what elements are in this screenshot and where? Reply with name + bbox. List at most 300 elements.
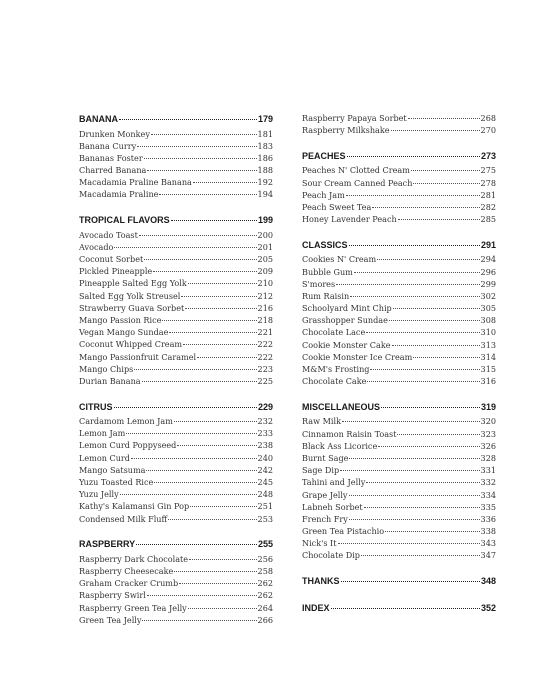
dot-leader (169, 332, 256, 333)
entry-name: Cinnamon Raisin Toast (302, 428, 397, 439)
toc-entry (79, 253, 273, 265)
page-number: 210 (257, 278, 273, 289)
page-number: 291 (480, 239, 496, 250)
toc-entry (79, 229, 273, 241)
section-heading-thanks (302, 574, 496, 588)
page-number: 251 (257, 501, 273, 512)
page-number: 323 (480, 428, 496, 439)
toc-entry (79, 375, 273, 387)
page-number: 334 (480, 489, 496, 500)
page-number: 205 (257, 254, 273, 264)
toc-entry (302, 302, 496, 314)
dot-leader (197, 357, 256, 358)
dot-leader (136, 544, 257, 545)
entry-name: Mango Passionfruit Caramel (79, 351, 197, 362)
entry-name: Green Tea Pistachio (302, 526, 385, 537)
entry-name: Condensed Milk Fluff (79, 513, 168, 524)
entry-name: Coconut Whipped Cream (79, 339, 183, 350)
section-heading-classics (302, 238, 496, 252)
page-number: 212 (257, 290, 273, 301)
page-number: 253 (257, 513, 273, 524)
dot-leader (179, 583, 256, 584)
dot-leader (349, 495, 480, 496)
dot-leader (137, 146, 256, 147)
dot-leader (346, 195, 480, 196)
entry-name: Cookies N' Cream (302, 254, 377, 265)
dot-leader (114, 247, 256, 248)
entry-name: Raspberry Swirl (79, 590, 146, 601)
page-number: 216 (257, 302, 273, 313)
toc-entry (302, 476, 496, 488)
section-title: PEACHES (302, 150, 346, 161)
entry-name: Raspberry Dark Chocolate (79, 553, 189, 564)
dot-leader (408, 118, 480, 119)
dot-leader (367, 381, 479, 382)
entry-name: Green Tea Jelly (79, 614, 142, 625)
toc-entry (302, 525, 496, 537)
page-number: 310 (480, 327, 496, 338)
toc-entry (79, 602, 273, 614)
entry-name: Macadamia Praline Banana (79, 177, 192, 188)
page-number: 315 (480, 364, 496, 374)
toc-section (79, 537, 273, 626)
entry-name: Nick's It (302, 538, 337, 549)
entry-name: French Fry (302, 513, 348, 524)
page-number: 221 (257, 327, 273, 338)
page-number: 266 (257, 614, 273, 625)
toc-entry (302, 290, 496, 302)
toc-section (302, 601, 496, 615)
entry-name: Burnt Sage (302, 452, 349, 463)
entry-name: Peach Sweet Tea (302, 201, 372, 212)
dot-leader (183, 344, 256, 345)
toc-entry (79, 140, 273, 152)
toc-entry (79, 152, 273, 164)
page-number: 305 (480, 303, 496, 314)
page-number: 262 (257, 578, 273, 589)
page-number: 258 (257, 565, 273, 576)
page-number: 302 (480, 290, 496, 301)
page-number: 332 (480, 477, 496, 488)
entry-name: Grape Jelly (302, 489, 348, 500)
entry-name: Black Ass Licorice (302, 440, 378, 451)
page-number: 229 (257, 401, 273, 412)
dot-leader (146, 470, 256, 471)
dot-leader (119, 119, 257, 120)
entry-name: Pineapple Salted Egg Yolk (79, 278, 187, 289)
toc-section (302, 112, 496, 136)
page-number: 248 (257, 489, 273, 500)
toc-entry (79, 464, 273, 476)
dot-leader (366, 332, 479, 333)
entry-name: Schoolyard Mint Chip (302, 303, 392, 314)
page-number: 200 (257, 229, 273, 240)
entry-name: Cardamom Lemon Jam (79, 416, 173, 427)
entry-name: Raspberry Green Tea Jelly (79, 602, 187, 613)
entry-name: Raspberry Papaya Sorbet (302, 113, 407, 123)
toc-entry (79, 553, 273, 565)
dot-leader (168, 519, 256, 520)
toc-section (79, 400, 273, 525)
entry-name: Grasshopper Sundae (302, 315, 388, 326)
page-number: 181 (257, 128, 273, 139)
page-number: 313 (480, 339, 496, 350)
toc-entry (79, 164, 273, 176)
dot-leader (174, 571, 256, 572)
toc-entry (302, 124, 496, 136)
page-number: 273 (480, 150, 496, 161)
entry-name: Lemon Curd Poppyseed (79, 440, 177, 451)
entry-name: Honey Lavender Peach (302, 214, 397, 225)
dot-leader (340, 470, 479, 471)
dot-leader (398, 219, 480, 220)
toc-entry (302, 177, 496, 189)
section-title: BANANA (79, 114, 118, 124)
page-number: 209 (257, 266, 273, 277)
page-number: 192 (257, 177, 273, 188)
page-number: 335 (480, 501, 496, 512)
entry-name: Raw Milk (302, 416, 341, 427)
toc-entry (79, 351, 273, 363)
toc-section (79, 112, 273, 201)
page-number: 183 (257, 140, 273, 151)
toc-entry (302, 549, 496, 561)
page-number: 218 (257, 314, 273, 325)
entry-name: Lemon Jam (79, 428, 126, 439)
dot-leader (413, 183, 479, 184)
entry-name: Charred Banana (79, 165, 147, 176)
dot-leader (349, 245, 480, 246)
page-number: 270 (480, 125, 496, 136)
entry-name: Strawberry Guava Sorbet (79, 302, 185, 313)
toc-entry (302, 501, 496, 513)
toc-entry (302, 363, 496, 375)
dot-leader (144, 158, 257, 159)
toc-entry (302, 201, 496, 213)
page-number: 343 (480, 538, 496, 549)
page-number: 282 (480, 201, 496, 212)
toc-entry (302, 278, 496, 290)
toc-entry (302, 537, 496, 549)
page-number: 264 (257, 602, 273, 613)
dot-leader (154, 482, 256, 483)
toc-entry (302, 314, 496, 326)
dot-leader (177, 445, 256, 446)
dot-leader (349, 519, 480, 520)
entry-name: Pickled Pineapple (79, 266, 153, 277)
dot-leader (114, 407, 257, 408)
dot-leader (349, 458, 479, 459)
page-number: 294 (480, 254, 496, 265)
entry-name: Raspberry Cheesecake (79, 565, 174, 576)
toc-entry (79, 314, 273, 326)
section-title: TROPICAL FLAVORS (79, 215, 170, 226)
dot-leader (139, 235, 257, 236)
section-title: CITRUS (79, 401, 113, 412)
page-number: 232 (257, 416, 273, 427)
toc-entry (79, 188, 273, 200)
entry-name: Cookie Monster Cake (302, 339, 391, 350)
toc-entry (79, 439, 273, 451)
toc-entry (302, 266, 496, 278)
page-number: 316 (480, 376, 496, 387)
toc-entry (79, 500, 273, 512)
dot-leader (381, 407, 480, 408)
dot-leader (188, 608, 257, 609)
page-number: 255 (257, 539, 273, 550)
entry-name: Sage Dip (302, 465, 340, 476)
dot-leader (159, 194, 256, 195)
page-number: 320 (480, 416, 496, 427)
dot-leader (389, 320, 480, 321)
dot-leader (372, 207, 479, 208)
section-title: MISCELLANEOUS (302, 401, 381, 412)
dot-leader (134, 369, 256, 370)
entry-name: Kathy's Kalamansi Gin Pop (79, 501, 190, 512)
toc-entry (302, 452, 496, 464)
section-heading-raspberry (79, 537, 273, 551)
page-number: 225 (257, 375, 273, 386)
dot-leader (342, 421, 480, 422)
dot-leader (411, 170, 480, 171)
section-heading-citrus (79, 400, 273, 414)
entry-name: Graham Cracker Crumb (79, 578, 179, 589)
page-number: 314 (480, 351, 496, 362)
section-heading-miscellaneous (302, 400, 496, 414)
toc-entry (79, 241, 273, 253)
dot-leader (147, 595, 257, 596)
page-number: 201 (257, 241, 273, 252)
dot-leader (142, 381, 257, 382)
toc-column-left (79, 112, 273, 638)
toc-entry (302, 351, 496, 363)
dot-leader (162, 320, 256, 321)
toc-entry (79, 488, 273, 500)
page-number: 328 (480, 452, 496, 463)
dot-leader (174, 421, 257, 422)
entry-name: Sour Cream Canned Peach (302, 177, 413, 188)
toc-entry (79, 176, 273, 188)
entry-name: Coconut Sorbet (79, 254, 144, 264)
entry-name: Lemon Curd (79, 452, 130, 463)
page-number: 299 (480, 278, 496, 289)
dot-leader (397, 434, 479, 435)
entry-name: Mango Passion Rice (79, 314, 162, 325)
page-number: 352 (480, 602, 496, 613)
section-title: THANKS (302, 576, 340, 587)
dot-leader (190, 506, 256, 507)
toc-entry (302, 489, 496, 501)
dot-leader (391, 130, 480, 131)
toc-entry (302, 253, 496, 265)
entry-name: Chocolate Dip (302, 550, 360, 561)
page-number: 285 (480, 214, 496, 225)
toc-entry (79, 128, 273, 140)
entry-name: Banana Curry (79, 140, 137, 151)
page-number: 186 (257, 152, 273, 163)
toc-entry (79, 302, 273, 314)
page-number: 223 (257, 363, 273, 374)
toc-entry (302, 339, 496, 351)
page-number: 331 (480, 465, 496, 476)
toc-entry (302, 513, 496, 525)
dot-leader (413, 357, 479, 358)
page-number: 179 (257, 114, 273, 124)
dot-leader (131, 458, 257, 459)
entry-name: Bananas Foster (79, 152, 143, 163)
toc-entry (302, 112, 496, 124)
toc-column-right (302, 112, 496, 627)
section-heading-peaches (302, 149, 496, 163)
page-number: 242 (257, 464, 273, 475)
dot-leader (189, 559, 256, 560)
page-number: 238 (257, 440, 273, 451)
entry-name: M&M's Frosting (302, 364, 370, 374)
toc-entry (302, 189, 496, 201)
dot-leader (354, 272, 480, 273)
entry-name: S'mores (302, 278, 336, 289)
dot-leader (341, 581, 480, 582)
toc-entry (302, 213, 496, 225)
dot-leader (193, 182, 257, 183)
section-heading-tropical-flavors (79, 213, 273, 227)
dot-leader (181, 296, 256, 297)
entry-name: Mango Chips (79, 363, 134, 374)
dot-leader (377, 259, 479, 260)
entry-name: Avocado Toast (79, 229, 138, 240)
page-number: 268 (480, 113, 496, 123)
toc-entry (302, 164, 496, 176)
page-number: 296 (480, 266, 496, 277)
toc-entry (302, 326, 496, 338)
entry-name: Raspberry Milkshake (302, 125, 390, 136)
toc-section (302, 149, 496, 225)
dot-leader (126, 433, 256, 434)
page-number: 281 (480, 189, 496, 200)
page-number: 326 (480, 440, 496, 451)
toc-entry (302, 428, 496, 440)
dot-leader (385, 531, 479, 532)
toc-section (302, 238, 496, 388)
section-heading-banana (79, 112, 273, 126)
toc-entry (79, 277, 273, 289)
dot-leader (151, 134, 257, 135)
dot-leader (370, 369, 479, 370)
toc-section (302, 400, 496, 562)
toc-entry (79, 589, 273, 601)
toc-entry (79, 614, 273, 626)
toc-section (302, 574, 496, 588)
toc-entry (79, 338, 273, 350)
entry-name: Macadamia Praline (79, 189, 159, 200)
toc-entry (79, 565, 273, 577)
dot-leader (347, 156, 480, 157)
page-number: 275 (480, 165, 496, 176)
dot-leader (361, 555, 480, 556)
entry-name: Peaches N' Clotted Cream (302, 165, 410, 176)
toc-entry (302, 464, 496, 476)
page-number: 319 (480, 401, 496, 412)
page-number: 347 (480, 550, 496, 561)
dot-leader (338, 543, 480, 544)
entry-name: Chocolate Cake (302, 376, 367, 387)
dot-leader (366, 482, 479, 483)
section-heading-index (302, 601, 496, 615)
toc-entry (79, 452, 273, 464)
toc-entry (302, 440, 496, 452)
page-number: 194 (257, 189, 273, 200)
entry-name: Vegan Mango Sundae (79, 327, 169, 338)
toc-entry (302, 375, 496, 387)
page-number: 338 (480, 526, 496, 537)
entry-name: Bubble Gum (302, 266, 353, 277)
entry-name: Durian Banana (79, 375, 141, 386)
dot-leader (331, 608, 480, 609)
page-number: 222 (257, 339, 273, 350)
page-number: 256 (257, 553, 273, 564)
dot-leader (350, 296, 479, 297)
entry-name: Tahini and Jelly (302, 477, 366, 488)
toc-entry (79, 513, 273, 525)
page-number: 222 (257, 351, 273, 362)
dot-leader (147, 170, 256, 171)
entry-name: Peach Jam (302, 189, 345, 200)
dot-leader (188, 283, 257, 284)
entry-name: Mango Satsuma (79, 464, 146, 475)
page-number: 233 (257, 428, 273, 439)
entry-name: Cookie Monster Ice Cream (302, 351, 413, 362)
page-number: 336 (480, 513, 496, 524)
entry-name: Rum Raisin (302, 290, 350, 301)
entry-name: Chocolate Lace (302, 327, 366, 338)
section-title: CLASSICS (302, 239, 348, 250)
page-number: 308 (480, 315, 496, 326)
page-number: 348 (480, 576, 496, 587)
dot-leader (364, 507, 480, 508)
dot-leader (336, 284, 479, 285)
toc-entry (79, 476, 273, 488)
toc-entry (79, 577, 273, 589)
toc-entry (79, 290, 273, 302)
dot-leader (153, 271, 256, 272)
entry-name: Labneh Sorbet (302, 501, 363, 512)
page-number: 245 (257, 477, 273, 487)
dot-leader (393, 308, 480, 309)
page-number: 278 (480, 177, 496, 188)
dot-leader (378, 446, 479, 447)
dot-leader (144, 259, 256, 260)
toc-entry (79, 427, 273, 439)
dot-leader (392, 345, 480, 346)
entry-name: Salted Egg Yolk Streusel (79, 290, 181, 301)
toc-section (79, 213, 273, 387)
toc-entry (79, 265, 273, 277)
toc-entry (79, 415, 273, 427)
dot-leader (171, 220, 257, 221)
page-number: 262 (257, 590, 273, 601)
section-title: RASPBERRY (79, 539, 136, 550)
entry-name: Avocado (79, 241, 114, 252)
entry-name: Yuzu Toasted Rice (79, 477, 154, 487)
entry-name: Yuzu Jelly (79, 489, 119, 500)
section-title: INDEX (302, 602, 330, 613)
page-number: 199 (257, 215, 273, 226)
page-number: 188 (257, 165, 273, 176)
entry-name: Drunken Monkey (79, 128, 150, 139)
page-number: 240 (257, 452, 273, 463)
toc-entry (79, 326, 273, 338)
toc-entry (302, 415, 496, 427)
